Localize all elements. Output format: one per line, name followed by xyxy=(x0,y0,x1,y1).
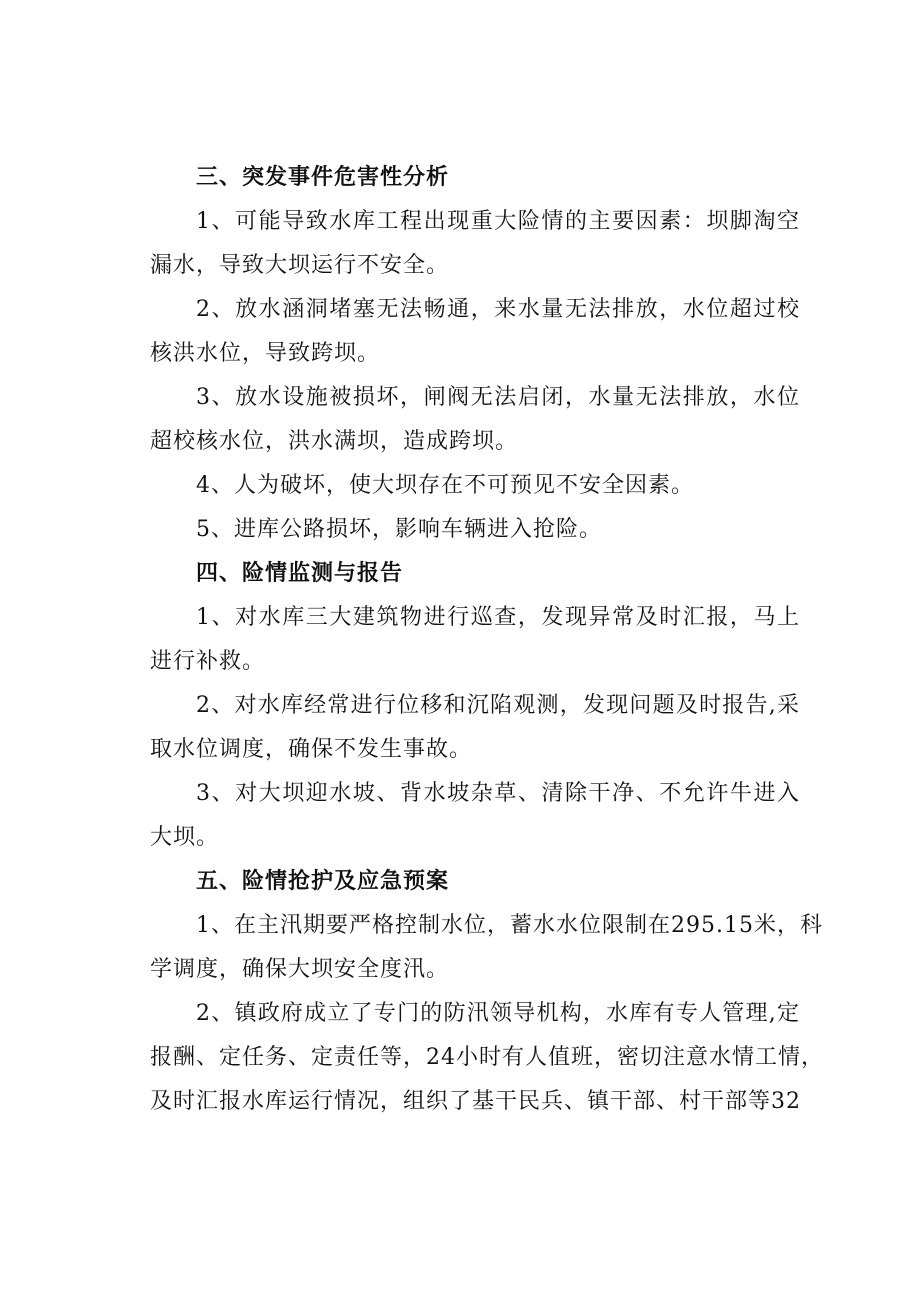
paragraph-line: 学调度，确保大坝安全度汛。 xyxy=(150,957,450,982)
paragraph-line: 2、对水库经常进行位移和沉陷观测，发现问题及时报告,采 xyxy=(196,693,800,718)
paragraph-line: 报酬、定任务、定责任等，24小时有人值班，密切注意水情工情， xyxy=(150,1045,824,1070)
paragraph-line: 3、对大坝迎水坡、背水坡杂草、清除干净、不允许牛进入 xyxy=(196,781,800,806)
paragraph-line: 1、在主汛期要严格控制水位，蓄水水位限制在295.15米，科 xyxy=(196,913,823,938)
paragraph-line: 4、人为破坏，使大坝存在不可预见不安全因素。 xyxy=(196,473,694,498)
paragraph-line: 1、对水库三大建筑物进行巡查，发现异常及时汇报，马上 xyxy=(196,605,800,630)
paragraph-line: 5、进库公路损坏，影响车辆进入抢险。 xyxy=(196,517,602,542)
section-heading-5: 五、险情抢护及应急预案 xyxy=(196,869,450,894)
paragraph-line: 1、可能导致水库工程出现重大险情的主要因素：坝脚淘空 xyxy=(196,209,800,234)
section-heading-3: 三、突发事件危害性分析 xyxy=(196,165,450,190)
section-heading-4: 四、险情监测与报告 xyxy=(196,561,404,586)
paragraph-line: 2、镇政府成立了专门的防汛领导机构，水库有专人管理,定 xyxy=(196,1001,800,1026)
paragraph-line: 取水位调度，确保不发生事故。 xyxy=(150,737,473,762)
paragraph-line: 及时汇报水库运行情况，组织了基干民兵、镇干部、村干部等32 xyxy=(150,1089,801,1114)
paragraph-line: 超校核水位，洪水满坝，造成跨坝。 xyxy=(150,429,519,454)
paragraph-line: 大坝。 xyxy=(150,825,220,850)
paragraph-line: 进行补救。 xyxy=(150,649,266,674)
paragraph-line: 漏水，导致大坝运行不安全。 xyxy=(150,253,450,278)
paragraph-line: 2、放水涵洞堵塞无法畅通，来水量无法排放，水位超过校 xyxy=(196,297,800,322)
paragraph-line: 核洪水位，导致跨坝。 xyxy=(150,341,381,366)
paragraph-line: 3、放水设施被损坏，闸阀无法启闭，水量无法排放，水位 xyxy=(196,385,800,410)
